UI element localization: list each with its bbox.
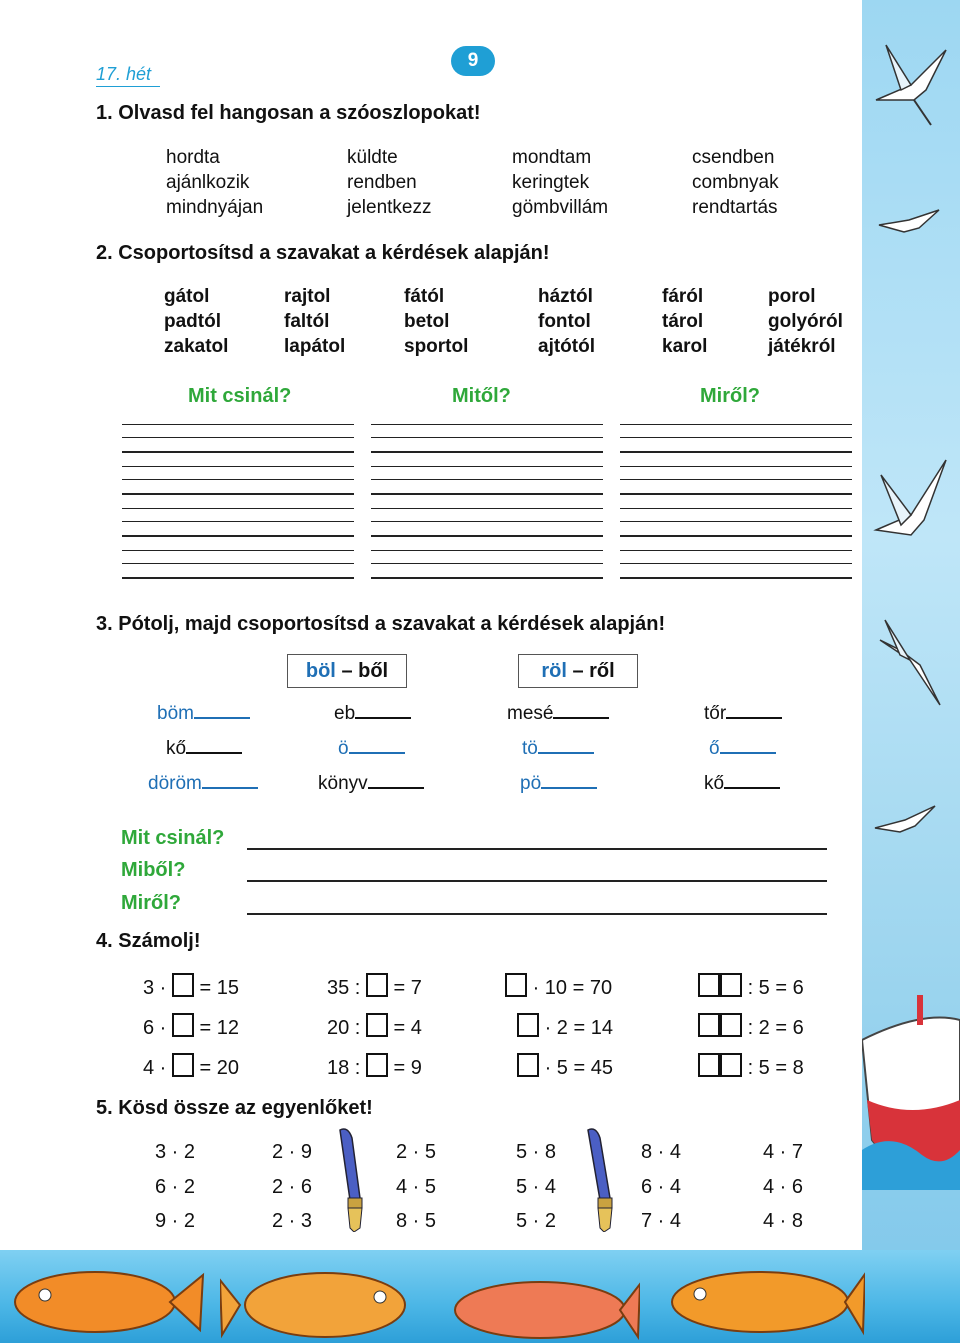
answer-box[interactable]: [172, 1053, 194, 1077]
word: tárol: [662, 311, 704, 332]
seagull-icon: [874, 200, 944, 240]
writing-line[interactable]: [122, 479, 354, 480]
equation: · 5 = 45: [517, 1053, 613, 1080]
answer-box[interactable]: [698, 973, 720, 997]
expression[interactable]: 6 · 4: [641, 1176, 682, 1198]
writing-line[interactable]: [371, 577, 603, 579]
answer-box[interactable]: [366, 1013, 388, 1037]
fill-word[interactable]: mesé: [507, 703, 609, 725]
word: háztól: [538, 286, 593, 307]
word: mondtam: [512, 147, 592, 168]
word: ajánlkozik: [166, 172, 250, 193]
word: gömbvillám: [512, 197, 609, 218]
writing-line[interactable]: [371, 535, 603, 537]
task1-title: 1. Olvasd fel hangosan a szóoszlopokat!: [96, 102, 481, 124]
paintbrush-icon: [330, 1128, 374, 1232]
equation: · 2 = 14: [517, 1013, 613, 1040]
writing-line[interactable]: [371, 424, 603, 425]
seagull-icon: [866, 30, 956, 130]
word: jelentkezz: [347, 197, 432, 218]
word: mindnyájan: [166, 197, 264, 218]
writing-line[interactable]: [620, 577, 852, 579]
answer-box[interactable]: [720, 973, 742, 997]
word: padtól: [164, 311, 221, 332]
fill-word[interactable]: kő: [704, 773, 780, 795]
fish-icon: [655, 1262, 865, 1343]
word: keringtek: [512, 172, 590, 193]
word: csendben: [692, 147, 775, 168]
page-number-badge: 9: [451, 46, 495, 76]
task2-title: 2. Csoportosítsd a szavakat a kérdések alapján!: [96, 242, 550, 264]
fill-word[interactable]: tőr: [704, 703, 782, 725]
task3-title: 3. Pótolj, majd csoportosítsd a szavakat a kérdések alapján!: [96, 613, 666, 635]
answer-box[interactable]: [517, 1053, 539, 1077]
word: karol: [662, 336, 708, 357]
seagull-icon: [870, 800, 940, 840]
word: fontol: [538, 311, 591, 332]
expression[interactable]: 8 · 5: [396, 1210, 437, 1232]
expression[interactable]: 7 · 4: [641, 1210, 682, 1232]
answer-box[interactable]: [366, 1053, 388, 1077]
expression[interactable]: 4 · 8: [763, 1210, 804, 1232]
fish-icon: [5, 1260, 205, 1340]
equation: 3 · = 15: [143, 973, 239, 1000]
writing-line[interactable]: [122, 424, 354, 425]
expression[interactable]: 8 · 4: [641, 1141, 682, 1163]
fill-word[interactable]: ő: [709, 738, 776, 760]
fill-word[interactable]: eb: [334, 703, 411, 725]
seagull-icon: [866, 450, 956, 560]
word: hordta: [166, 147, 220, 168]
expression[interactable]: 9 · 2: [155, 1210, 196, 1232]
fill-word[interactable]: kő: [166, 738, 242, 760]
word: rendtartás: [692, 197, 778, 218]
writing-line[interactable]: [122, 466, 354, 467]
question-label: Miből?: [121, 859, 186, 881]
word: gátol: [164, 286, 210, 307]
expression[interactable]: 5 · 4: [516, 1176, 557, 1198]
writing-line[interactable]: [122, 493, 354, 495]
expression[interactable]: 3 · 2: [155, 1141, 196, 1163]
question-label: Mit csinál?: [188, 385, 292, 407]
writing-line[interactable]: [620, 550, 852, 551]
fill-word[interactable]: tö: [522, 738, 594, 760]
word: faltól: [284, 311, 330, 332]
expression[interactable]: 2 · 6: [272, 1176, 313, 1198]
writing-line[interactable]: [371, 550, 603, 551]
equation: · 10 = 70: [505, 973, 612, 1000]
equation: 4 · = 20: [143, 1053, 239, 1080]
writing-line[interactable]: [620, 563, 852, 564]
seagull-icon: [870, 610, 950, 710]
answer-box[interactable]: [366, 973, 388, 997]
answer-line[interactable]: [247, 880, 827, 882]
writing-line[interactable]: [371, 466, 603, 467]
word: combnyak: [692, 172, 779, 193]
expression[interactable]: 2 · 3: [272, 1210, 313, 1232]
word: zakatol: [164, 336, 229, 357]
writing-line[interactable]: [122, 451, 354, 453]
word: lapátol: [284, 336, 346, 357]
fish-icon: [220, 1265, 420, 1343]
task5-title: 5. Kösd össze az egyenlőket!: [96, 1097, 373, 1119]
answer-box[interactable]: [172, 1013, 194, 1037]
fill-word[interactable]: böm: [157, 703, 250, 725]
word: fáról: [662, 286, 704, 307]
word: porol: [768, 286, 816, 307]
writing-line[interactable]: [122, 550, 354, 551]
equation: 18 : = 9: [327, 1053, 422, 1080]
answer-box[interactable]: [505, 973, 527, 997]
writing-line[interactable]: [371, 493, 603, 495]
word: rendben: [347, 172, 417, 193]
writing-line[interactable]: [620, 479, 852, 480]
question-label: Miről?: [121, 892, 181, 914]
suffix-box-bol: böl – ből: [287, 654, 407, 688]
question-label: Mitől?: [452, 385, 511, 407]
paintbrush-icon: [580, 1128, 624, 1232]
word: rajtol: [284, 286, 331, 307]
writing-line[interactable]: [122, 535, 354, 537]
writing-line[interactable]: [620, 493, 852, 495]
task4-title: 4. Számolj!: [96, 930, 201, 952]
week-underline: [96, 86, 160, 87]
question-label: Miről?: [700, 385, 760, 407]
writing-line[interactable]: [122, 521, 354, 522]
writing-line[interactable]: [620, 535, 852, 537]
writing-line[interactable]: [620, 466, 852, 467]
writing-line[interactable]: [371, 508, 603, 509]
expression[interactable]: 4 · 6: [763, 1176, 804, 1198]
writing-line[interactable]: [371, 521, 603, 522]
word: golyóról: [768, 311, 843, 332]
answer-box[interactable]: [172, 973, 194, 997]
writing-line[interactable]: [620, 451, 852, 453]
question-label: Mit csinál?: [121, 827, 225, 849]
writing-line[interactable]: [620, 508, 852, 509]
fill-word[interactable]: ö: [338, 738, 405, 760]
word: betol: [404, 311, 450, 332]
answer-box[interactable]: [698, 1053, 720, 1077]
ship-icon: [862, 990, 960, 1190]
equation: : 5 = 8: [698, 1053, 804, 1080]
writing-line[interactable]: [122, 508, 354, 509]
expression[interactable]: 2 · 5: [396, 1141, 437, 1163]
writing-line[interactable]: [620, 437, 852, 438]
suffix-box-rol: röl – ről: [518, 654, 638, 688]
answer-box[interactable]: [698, 1013, 720, 1037]
expression[interactable]: 2 · 9: [272, 1141, 313, 1163]
fill-word[interactable]: könyv: [318, 773, 424, 795]
equation: 20 : = 4: [327, 1013, 422, 1040]
answer-line[interactable]: [247, 913, 827, 915]
word: küldte: [347, 147, 398, 168]
expression[interactable]: 5 · 2: [516, 1210, 557, 1232]
word: ajtótól: [538, 336, 595, 357]
writing-line[interactable]: [122, 577, 354, 579]
week-label: 17. hét: [96, 64, 152, 84]
answer-box[interactable]: [517, 1013, 539, 1037]
writing-line[interactable]: [371, 563, 603, 564]
expression[interactable]: 6 · 2: [155, 1176, 196, 1198]
word: játékról: [768, 336, 836, 357]
fill-word[interactable]: pö: [520, 773, 597, 795]
fish-icon: [440, 1272, 640, 1343]
answer-line[interactable]: [247, 848, 827, 850]
fill-word[interactable]: döröm: [148, 773, 258, 795]
answer-box[interactable]: [720, 1013, 742, 1037]
writing-line[interactable]: [620, 521, 852, 522]
writing-line[interactable]: [371, 451, 603, 453]
equation: : 5 = 6: [698, 973, 804, 1000]
expression[interactable]: 4 · 5: [396, 1176, 437, 1198]
answer-box[interactable]: [720, 1053, 742, 1077]
word: sportol: [404, 336, 469, 357]
equation: 35 : = 7: [327, 973, 422, 1000]
word: fától: [404, 286, 445, 307]
writing-line[interactable]: [371, 437, 603, 438]
equation: : 2 = 6: [698, 1013, 804, 1040]
writing-line[interactable]: [371, 479, 603, 480]
expression[interactable]: 4 · 7: [763, 1141, 804, 1163]
writing-line[interactable]: [122, 437, 354, 438]
equation: 6 · = 12: [143, 1013, 239, 1040]
writing-line[interactable]: [620, 424, 852, 425]
expression[interactable]: 5 · 8: [516, 1141, 557, 1163]
writing-line[interactable]: [122, 563, 354, 564]
